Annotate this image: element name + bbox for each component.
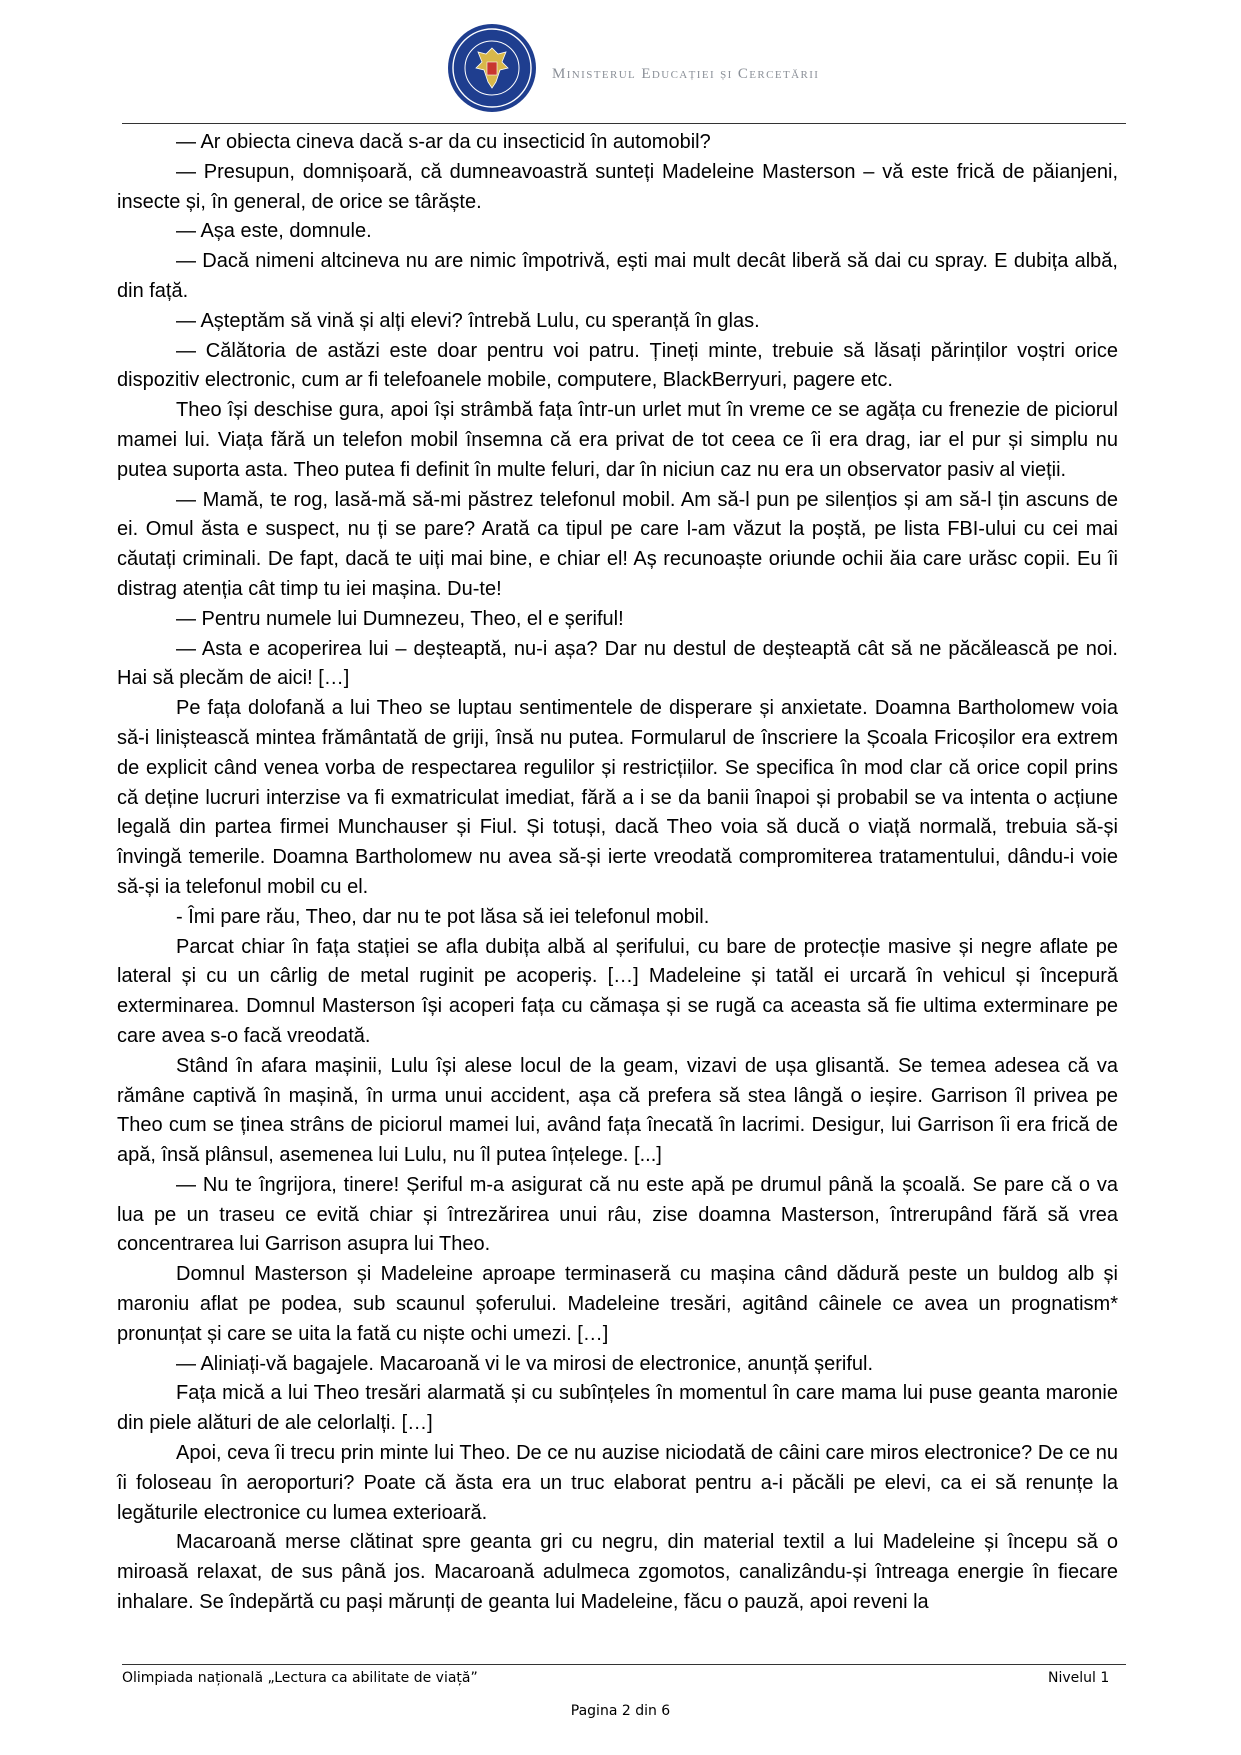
paragraph: Pe fața dolofană a lui Theo se luptau sentimentele de disperare și anxietate. Doamna Bartholomew voia să-i liniștească mintea frământată de griji, însă nu putea. Formularul de înscriere la Școala Fricoșilor era extrem de explicit când venea vorba de respectarea regulilor și restricțiilor. Se specifica în mod clar că orice copil prins că deține lucruri interzise va fi exmatriculat imediat, fără a i se da banii înapoi și probabil se va intenta o acțiune legală din partea firmei Munchauser și Fiul. Și totuși, dacă Theo voia să ducă o viață normală, trebuia să-și învingă temerile. Doamna Bartholomew nu avea să-și ierte vreodată compromiterea tratamentului, dându-i voie să-și ia telefonul mobil cu el. xyxy=(117,697,1118,898)
paragraph: Theo își deschise gura, apoi își strâmbă fața într-un urlet mut în vreme ce se agăța cu frenezie de piciorul mamei lui. Viața fără un telefon mobil însemna că era privat de tot ceea ce îi era drag, iar el pur și simplu nu putea suporta asta. Theo putea fi definit în multe feluri, dar în niciun caz nu era un observator pasiv al vieții. xyxy=(117,399,1118,481)
paragraph: — Mamă, te rog, lasă-mă să-mi păstrez telefonul mobil. Am să-l pun pe silențios și am să-l țin ascuns de ei. Omul ăsta e suspect, nu ți se pare? Arată ca tipul pe care l-am văzut la poștă, pe lista FBI-ului cu cei mai căutați criminali. De fapt, dacă te uiți mai bine, e chiar el! Aș recunoaște oriunde ochii ăia care urăsc copii. Eu îi distrag atenția cât timp tu iei mașina. Du-te! xyxy=(117,488,1118,600)
paragraph: — Așa este, domnule. xyxy=(176,220,372,243)
paragraph: — Pentru numele lui Dumnezeu, Theo, el e șeriful! xyxy=(176,607,624,630)
paragraph: Stând în afara mașinii, Lulu își alese locul de la geam, vizavi de ușa glisantă. Se temea adesea că va rămâne captivă în mașină, în urma unui accident, așa că prefera să stea lângă o ieșire. Garrison îl privea pe Theo cum se ținea strâns de piciorul mamei lui, având fața înecată în lacrimi. Desigur, lui Garrison îi era frică de apă, însă plânsul, asemenea lui Lulu, nu îl putea înțelege. [...] xyxy=(117,1054,1118,1167)
footer-divider xyxy=(122,1664,1126,1665)
document-body xyxy=(117,128,1118,1618)
paragraph: — Asta e acoperirea lui – deșteaptă, nu-i așa? Dar nu destul de deșteaptă cât să ne păcălească pe noi. Hai să plecăm de aici! […] xyxy=(117,637,1118,690)
paragraph: Macaroană merse clătinat spre geanta gri cu negru, din material textil a lui Madeleine și începu să o miroasă relaxat, de sus până jos. Macaroană adulmeca zgomotos, canalizându-și întreaga energie în fiecare inhalare. Se îndepărtă cu pași mărunți de geanta lui Madeleine, făcu o pauză, apoi reveni la xyxy=(117,1531,1118,1614)
paragraph: — Nu te îngrijora, tinere! Șeriful m-a asigurat că nu este apă pe drumul până la școală. Se pare că o va lua pe un traseu ce evită chiar și întrezărirea unui râu, zise doamna Masterson, întrerupând fără să vrea concentrarea lui Garrison asupra lui Theo. xyxy=(117,1173,1118,1256)
paragraph: — Ar obiecta cineva dacă s-ar da cu insecticid în automobil? xyxy=(176,131,711,153)
ministry-name: Ministerul Educației și Cercetării xyxy=(552,66,820,82)
paragraph: - Îmi pare rău, Theo, dar nu te pot lăsa să iei telefonul mobil. xyxy=(176,905,710,928)
paragraph: — Dacă nimeni altcineva nu are nimic împotrivă, ești mai mult decât liberă să dai cu spray. E dubița albă, din față. xyxy=(117,250,1118,302)
paragraph: — Aliniați-vă bagajele. Macaroană vi le va mirosi de electronice, anunță șeriful. xyxy=(176,1352,874,1375)
paragraph: — Presupun, domnișoară, că dumneavoastră sunteți Madeleine Masterson – vă este frică de păianjeni, insecte și, în general, de orice se târăște. xyxy=(117,160,1118,213)
footer-olympiad-title: Olimpiada națională „Lectura ca abilitate de viață” xyxy=(122,1670,478,1686)
paragraph: Parcat chiar în fața stației se afla dubița albă al șerifului, cu bare de protecție masive și negre aflate pe lateral și cu un cârlig de metal ruginit pe acoperiș. […] Madeleine și tatăl ei urcară în vehicul și începură exterminarea. Domnul Masterson își acoperi fața cu cămașa și se rugă ca aceasta să fie ultima exterminare pe care avea s-o facă vreodată. xyxy=(117,935,1118,1047)
paragraph: Fața mică a lui Theo tresări alarmată și cu subînțeles în momentul în care mama lui puse geanta maronie din piele alături de ale celorlalți. […] xyxy=(117,1382,1118,1435)
paragraph: Apoi, ceva îi trecu prin minte lui Theo. De ce nu auzise niciodată de câini care miros electronice? De ce nu îi foloseau în aeroporturi? Poate că ăsta era un truc elaborat pentru a-i păcăli pe elevi, ca ei să renunțe la legăturile electronice cu lumea exterioară. xyxy=(117,1442,1118,1524)
paragraph: — Călătoria de astăzi este doar pentru voi patru. Țineți minte, trebuie să lăsați părinților voștri orice dispozitiv electronic, cum ar fi telefoanele mobile, computere, BlackBerryuri, pagere etc. xyxy=(117,339,1118,392)
government-seal-icon xyxy=(446,22,538,114)
header-divider xyxy=(122,123,1126,124)
paragraph: Domnul Masterson și Madeleine aproape terminaseră cu mașina când dădură peste un buldog alb și maroniu aflat pe podea, sub scaunul șoferului. Madeleine tresări, agitând câinele ce avea un prognatism* pronunțat și care se uita la fată cu niște ochi umezi. […] xyxy=(117,1263,1118,1345)
page-header xyxy=(0,18,1241,118)
footer-level: Nivelul 1 xyxy=(1048,1670,1110,1686)
page-number: Pagina 2 din 6 xyxy=(570,1703,671,1719)
paragraph: — Așteptăm să vină și alți elevi? întrebă Lulu, cu speranță în glas. xyxy=(176,309,760,332)
